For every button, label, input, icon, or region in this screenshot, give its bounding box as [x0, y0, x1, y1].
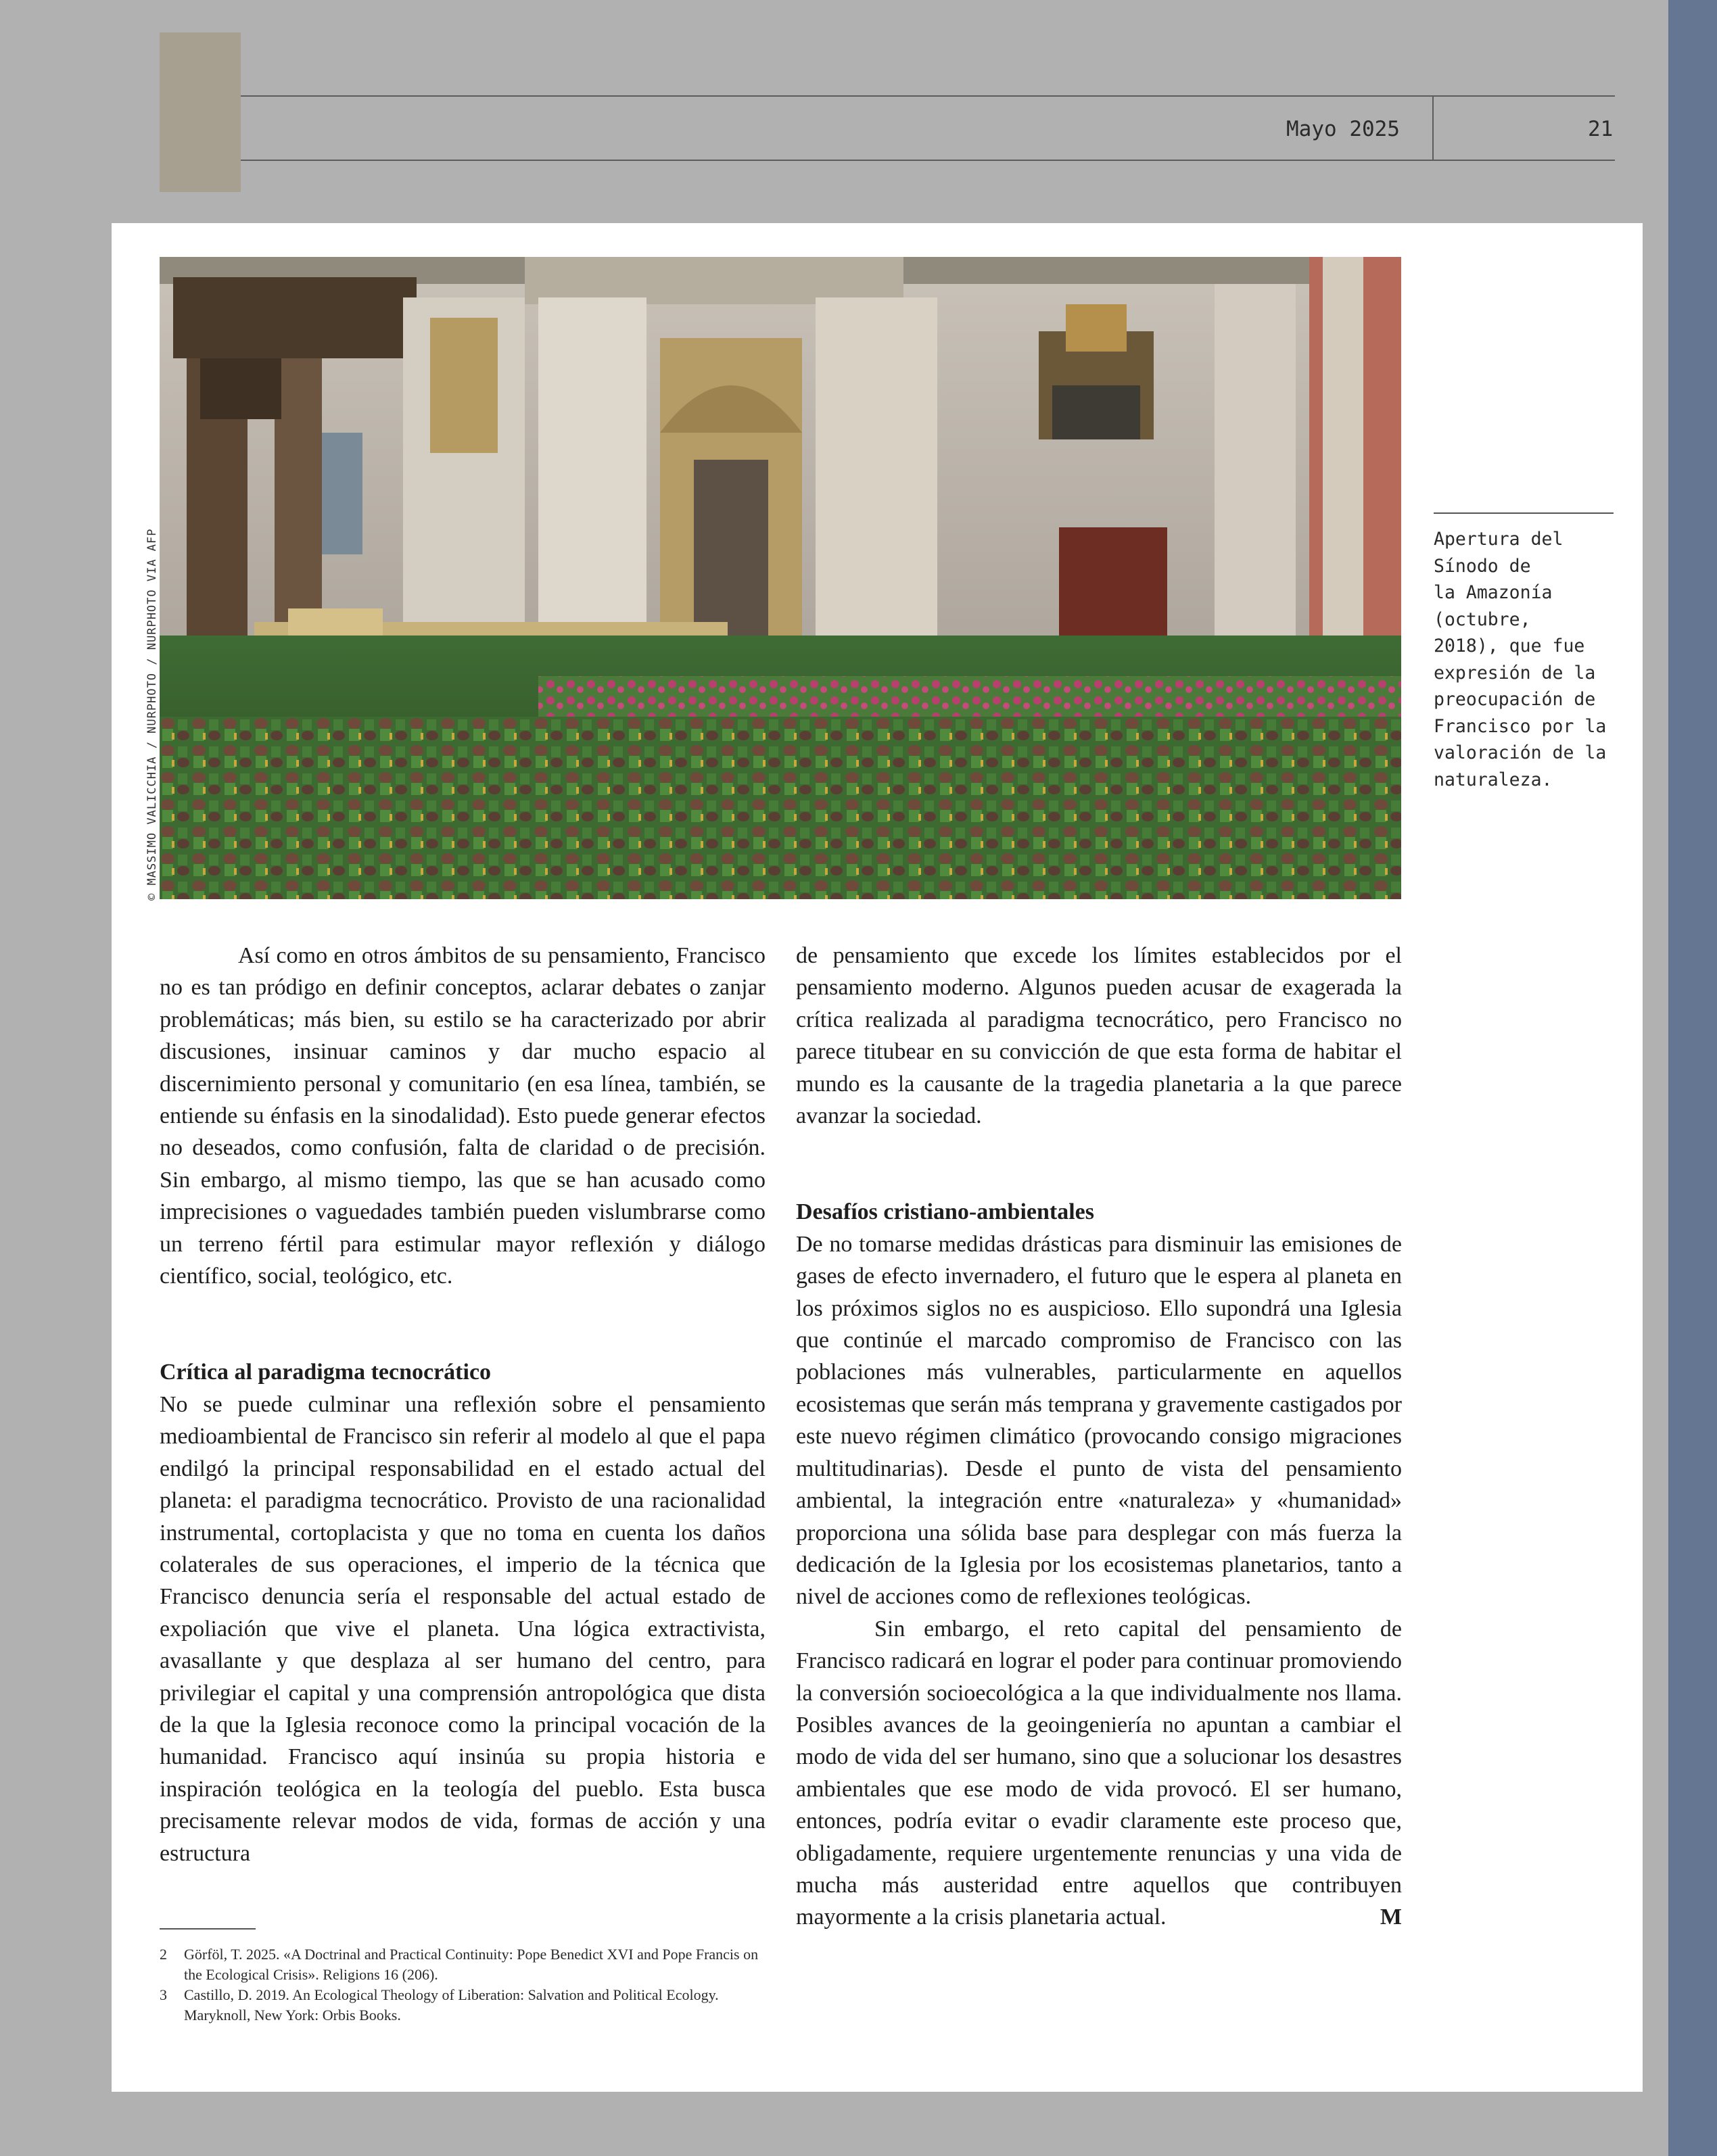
side-color-band: [1668, 0, 1717, 2156]
paragraph-continuation: de pensamiento que excede los límites establecidos por el pensamiento moderno. Algunos pueden acusar de exagerada la crítica realizada al paradigma tecnocrático, pero Francisco no parece titubear en su convicción de que esta forma de habitar el mundo es la causante de la tragedia planetaria a la que parece avanzar la sociedad.: [796, 943, 1402, 1129]
header-rule-top: [241, 95, 1615, 97]
footnote-text: Görföl, T. 2025. «A Doctrinal and Practical Continuity: Pope Benedict XVI and Pope Francis on the Ecological Crisis». Religions 16 (206).: [184, 1946, 759, 1983]
subheading-technocratic: Crítica al paradigma tecnocrático: [160, 1360, 492, 1385]
footnote-item: [160, 1944, 766, 1985]
footnote-text: Castillo, D. 2019. An Ecological Theology of Liberation: Salvation and Political Ecology. Maryknoll, New York: Orbis Books.: [184, 1986, 719, 2023]
end-mark: M: [1380, 1905, 1402, 1930]
photo-caption: Apertura del Sínodo de la Amazonía (octubre, 2018), que fue expresión de la preocupación de Francisco por la valoración de la naturaleza.: [1434, 529, 1607, 790]
photo-credit: © MASSIMO VALICCHIA / NURPHOTO / NURPHOTO VIA AFP: [145, 528, 159, 901]
footnote-item: [160, 1985, 766, 2026]
footnote-number: 2: [160, 1946, 167, 1963]
subheading-challenges: Desafíos cristiano-ambientales: [796, 1199, 1095, 1225]
article-column-right: [796, 940, 1402, 1934]
page-number: 21: [1588, 117, 1614, 141]
footnote-number: 3: [160, 1986, 167, 2003]
header-divider: [1432, 95, 1434, 161]
article-column-left: [160, 940, 766, 1869]
footnote-rule: [160, 1928, 256, 1930]
basilica-photo: [160, 257, 1401, 899]
paragraph-intro: Así como en otros ámbitos de su pensamiento, Francisco no es tan pródigo en definir conceptos, aclarar debates o zanjar problemáticas; más bien, su estilo se ha caracterizado por abrir discusiones, insinuar caminos y dar mucho espacio al discernimiento personal y comunitario (en esa línea, también, se entiende su énfasis en la sinodalidad). Esto puede generar efectos no deseados, como confusión, falta de claridad o de precisión. Sin embargo, al mismo tiempo, las que se han acusado como imprecisiones o vaguedades también pueden vislumbrarse como un terreno fértil para estimular mayor reflexión y diálogo científico, social, teológico, etc.: [160, 943, 766, 1289]
paragraph-conclusion: [796, 1613, 1402, 1934]
caption-rule: [1434, 512, 1614, 514]
conclusion-text: Sin embargo, el reto capital del pensamiento de Francisco radicará en lograr el poder para continuar promoviendo la conversión socioecológica a la que individualmente nos llama. Posibles avances de la geoingeniería no apuntan a cambiar el modo de vida del ser humano, sino que a solucionar los desastres ambientales que ese modo de vida provocó. El ser humano, entonces, podría evitar o evadir claramente este proceso que, obligadamente, requiere urgentemente renuncias y una vida de mucha más austeridad entre aquellos que contribuyen mayormente a la crisis planetaria actual.: [796, 1616, 1402, 1930]
paragraph-technocratic: No se puede culminar una reflexión sobre el pensamiento medioambiental de Francisco sin referir al modelo al que el papa endilgó la principal responsabilidad en el estado actual del planeta: el paradigma tecnocrático. Provisto de una racionalidad instrumental, cortoplacista y que no toma en cuenta los daños colaterales de sus operaciones, el imperio de la técnica que Francisco denuncia sería el responsable del actual estado de expoliación que vive el planeta. Una lógica extractivista, avasallante y que desplaza al ser humano del centro, para privilegiar el capital y una comprensión antropológica que dista de la que la Iglesia reconoce como la principal vocación de la humanidad. Francisco aquí insinúa su propia historia e inspiración teológica en la teología del pueblo. Esta busca precisamente relevar modos de vida, formas de acción y una estructura: [160, 1391, 766, 1866]
issue-date: Mayo 2025: [1286, 117, 1400, 141]
footnotes: [160, 1944, 766, 2026]
section-tag-block: [160, 32, 241, 192]
paragraph-challenges: De no tomarse medidas drásticas para disminuir las emisiones de gases de efecto invernadero, el futuro que le espera al planeta en los próximos siglos no es auspicioso. Ello supondrá una Iglesia que continúe el marcado compromiso de Francisco con las poblaciones más vulnerables, particularmente en aquellos ecosistemas que serán más temprana y gravemente castigados por este nuevo régimen climático (provocando consigo migraciones multitudinarias). Desde el punto de vista del pensamiento ambiental, la integración entre «naturaleza» y «humanidad» proporciona una sólida base para desplegar con más fuerza la dedicación de la Iglesia por los ecosistemas planetarios, tanto a nivel de acciones como de reflexiones teológicas.: [796, 1231, 1402, 1610]
header-rule-bottom: [241, 160, 1615, 161]
